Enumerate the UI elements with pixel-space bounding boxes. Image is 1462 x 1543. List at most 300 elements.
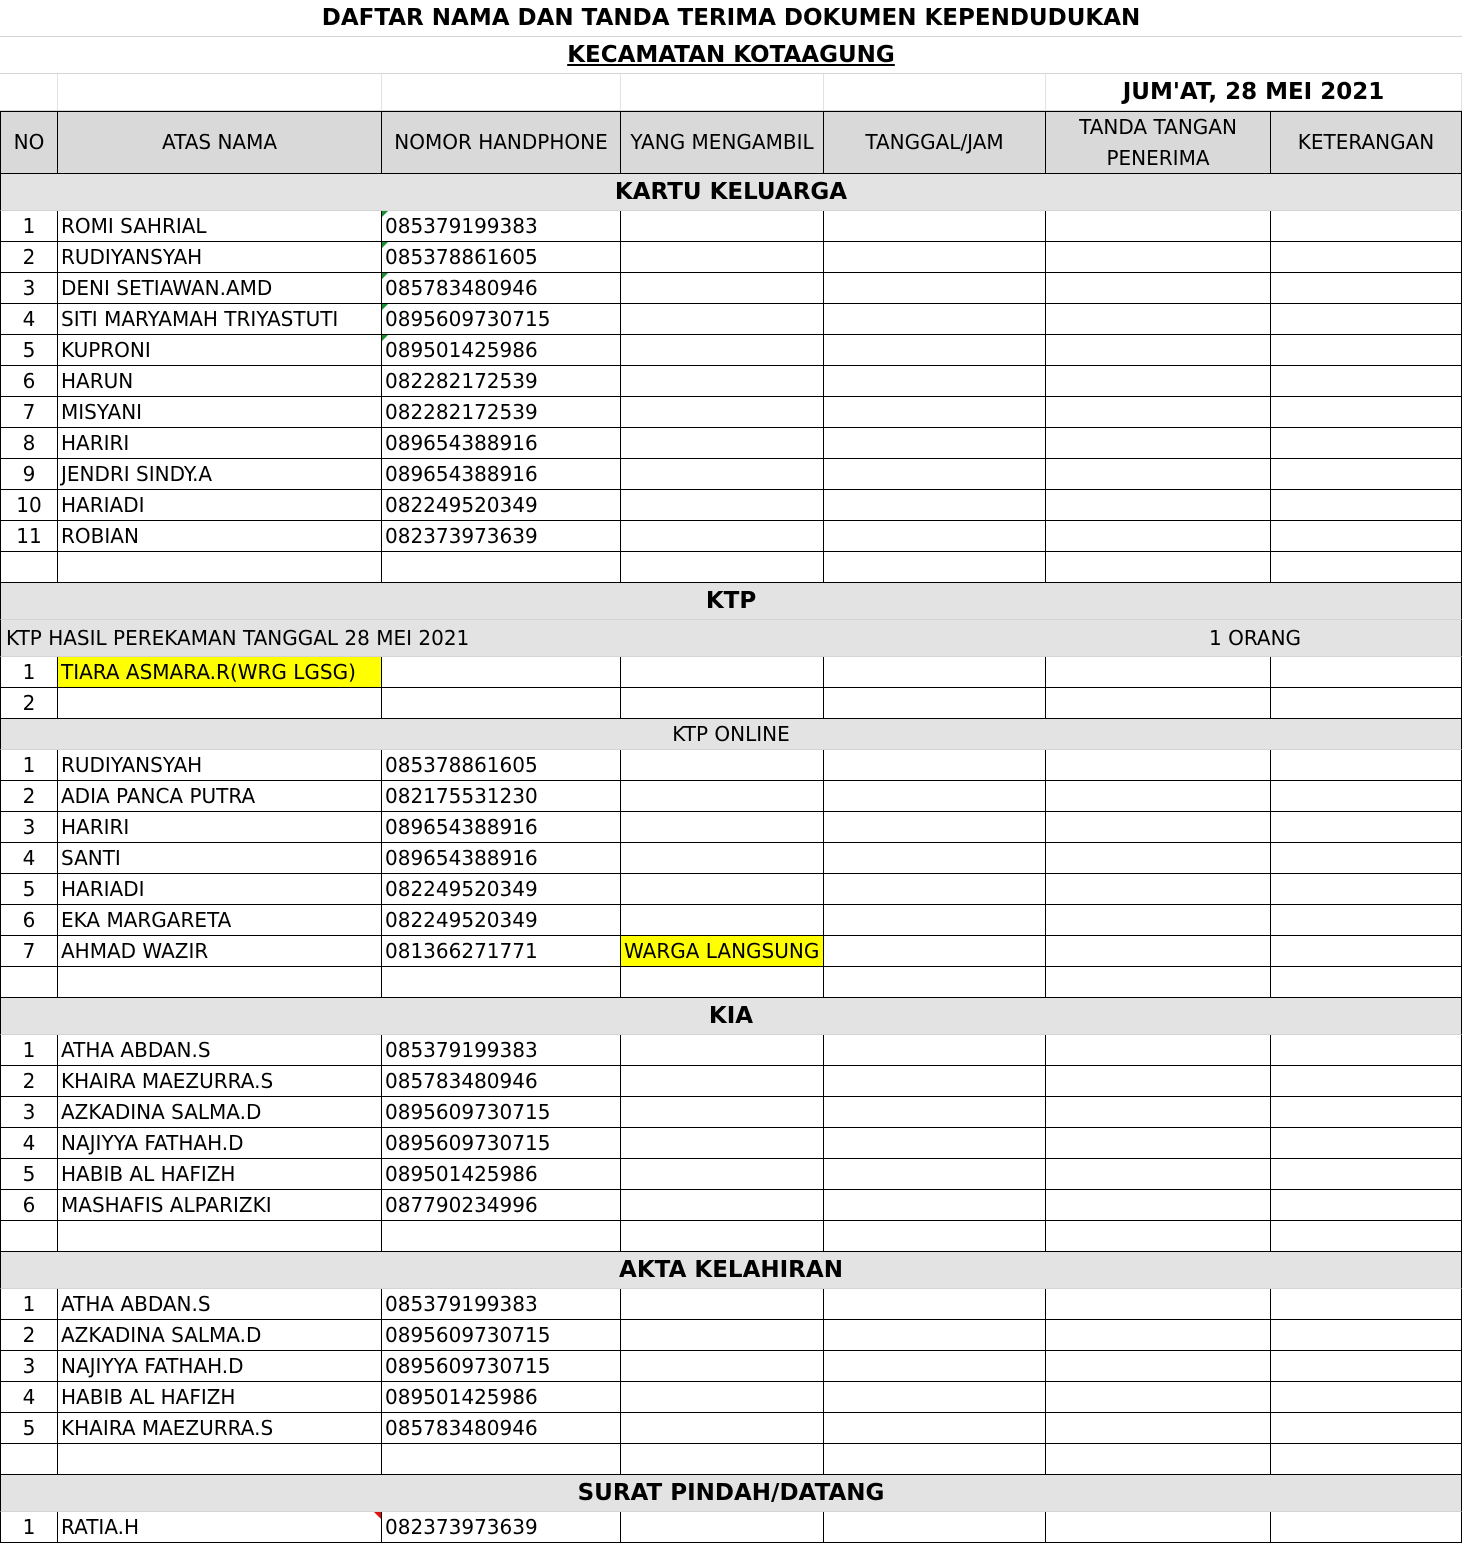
cell-no[interactable]: 9 [0, 459, 58, 489]
cell-no[interactable]: 7 [0, 936, 58, 966]
cell-tanda-tangan[interactable] [1046, 1351, 1271, 1381]
cell-yang-mengambil[interactable] [621, 657, 824, 687]
section-header-kia[interactable] [0, 998, 1462, 1035]
cell-no[interactable]: 10 [0, 490, 58, 520]
cell-tanda-tangan[interactable] [1046, 1066, 1271, 1096]
cell-tanda-tangan[interactable] [1046, 905, 1271, 935]
cell-tanda-tangan[interactable] [1046, 1159, 1271, 1189]
cell-tanggal-jam[interactable] [824, 1444, 1046, 1474]
cell-no[interactable]: 1 [0, 1289, 58, 1319]
cell-no[interactable]: 1 [0, 211, 58, 241]
cell-tanggal-jam[interactable] [824, 211, 1046, 241]
cell-atas-nama[interactable]: HARIRI [58, 812, 382, 842]
cell-atas-nama[interactable]: NAJIYYA FATHAH.D [58, 1351, 382, 1381]
cell-tanggal-jam[interactable] [824, 1190, 1046, 1220]
cell-keterangan[interactable] [1271, 521, 1462, 551]
cell-no[interactable]: 2 [0, 1320, 58, 1350]
cell-tanggal-jam[interactable] [824, 1512, 1046, 1542]
cell-no[interactable]: 1 [0, 657, 58, 687]
header-keterangan[interactable]: KETERANGAN [1271, 112, 1462, 173]
cell-keterangan[interactable] [1271, 1413, 1462, 1443]
cell-yang-mengambil[interactable] [621, 1159, 824, 1189]
date-cell[interactable]: JUM'AT, 28 MEI 2021 [1046, 74, 1462, 110]
cell-yang-mengambil[interactable] [621, 428, 824, 458]
cell-atas-nama[interactable]: ROBIAN [58, 521, 382, 551]
cell-no[interactable]: 5 [0, 874, 58, 904]
cell-atas-nama[interactable]: AHMAD WAZIR [58, 936, 382, 966]
cell-no[interactable]: 1 [0, 1035, 58, 1065]
cell-yang-mengambil[interactable] [621, 552, 824, 582]
cell-tanda-tangan[interactable] [1046, 428, 1271, 458]
cell-tanda-tangan[interactable] [1046, 1320, 1271, 1350]
cell-tanggal-jam[interactable] [824, 874, 1046, 904]
cell-tanggal-jam[interactable] [824, 304, 1046, 334]
table-row [0, 812, 1462, 843]
table-row [0, 688, 1462, 719]
table-row [0, 335, 1462, 366]
cell-tanggal-jam[interactable] [824, 1066, 1046, 1096]
cell-atas-nama[interactable]: RUDIYANSYAH [58, 750, 382, 780]
cell-atas-nama[interactable]: DENI SETIAWAN.AMD [58, 273, 382, 303]
cell-yang-mengambil[interactable] [621, 874, 824, 904]
cell-no[interactable]: 1 [0, 1512, 58, 1542]
cell-no[interactable]: 6 [0, 366, 58, 396]
table-row [0, 1066, 1462, 1097]
cell-tanggal-jam[interactable] [824, 1413, 1046, 1443]
cell-nomor-handphone[interactable] [382, 688, 621, 718]
section-header-ktp[interactable] [0, 583, 1462, 620]
cell-no[interactable]: 5 [0, 335, 58, 365]
cell-no[interactable] [0, 1444, 58, 1474]
cell-tanda-tangan[interactable] [1046, 304, 1271, 334]
cell-tanda-tangan[interactable] [1046, 1221, 1271, 1251]
cell-tanggal-jam[interactable] [824, 1351, 1046, 1381]
cell-yang-mengambil[interactable] [621, 1289, 824, 1319]
cell-tanggal-jam[interactable] [824, 459, 1046, 489]
cell-keterangan[interactable] [1271, 1128, 1462, 1158]
cell-atas-nama[interactable]: MASHAFIS ALPARIZKI [58, 1190, 382, 1220]
cell-keterangan[interactable] [1271, 874, 1462, 904]
table-row [0, 843, 1462, 874]
cell-yang-mengambil[interactable] [621, 1382, 824, 1412]
date-row [0, 74, 1462, 111]
cell-no[interactable] [0, 552, 58, 582]
cell-atas-nama[interactable]: KHAIRA MAEZURRA.S [58, 1066, 382, 1096]
cell-atas-nama[interactable]: HARIADI [58, 874, 382, 904]
cell-keterangan[interactable] [1271, 1382, 1462, 1412]
cell-tanda-tangan[interactable] [1046, 459, 1271, 489]
section-header-surat[interactable] [0, 1475, 1462, 1512]
cell-yang-mengambil[interactable] [621, 1190, 824, 1220]
cell-nomor-handphone[interactable]: 085783480946 [382, 1413, 621, 1443]
cell-nomor-handphone[interactable]: 082249520349 [382, 905, 621, 935]
cell-nomor-handphone[interactable]: 085783480946 [382, 273, 621, 303]
table-row [0, 781, 1462, 812]
cell-yang-mengambil[interactable] [621, 521, 824, 551]
cell-keterangan[interactable] [1271, 552, 1462, 582]
table-row [0, 750, 1462, 781]
cell-yang-mengambil[interactable] [621, 1221, 824, 1251]
cell-keterangan[interactable] [1271, 936, 1462, 966]
cell-tanggal-jam[interactable] [824, 1128, 1046, 1158]
cell-tanggal-jam[interactable] [824, 750, 1046, 780]
cell-nomor-handphone[interactable]: 082373973639 [382, 1512, 621, 1542]
cell-nomor-handphone[interactable] [382, 1221, 621, 1251]
cell-no[interactable]: 6 [0, 1190, 58, 1220]
cell-nomor-handphone[interactable]: 0895609730715 [382, 1320, 621, 1350]
cell-tanggal-jam[interactable] [824, 428, 1046, 458]
cell-atas-nama[interactable]: ROMI SAHRIAL [58, 211, 382, 241]
cell-nomor-handphone[interactable]: 085379199383 [382, 1035, 621, 1065]
cell-keterangan[interactable] [1271, 1351, 1462, 1381]
cell-atas-nama[interactable]: HARIADI [58, 490, 382, 520]
cell-yang-mengambil[interactable] [621, 812, 824, 842]
cell-nomor-handphone[interactable]: 087790234996 [382, 1190, 621, 1220]
cell-nomor-handphone[interactable]: 0895609730715 [382, 1351, 621, 1381]
cell-atas-nama[interactable] [58, 552, 382, 582]
cell-atas-nama[interactable]: KUPRONI [58, 335, 382, 365]
cell-keterangan[interactable] [1271, 1035, 1462, 1065]
header-no[interactable]: NO [0, 112, 58, 173]
header-tanda-tangan[interactable]: TANDA TANGAN PENERIMA [1046, 112, 1271, 173]
header-yang-mengambil[interactable]: YANG MENGAMBIL [621, 112, 824, 173]
cell-atas-nama[interactable] [58, 967, 382, 997]
cell-nomor-handphone[interactable]: 089501425986 [382, 1159, 621, 1189]
cell-keterangan[interactable] [1271, 428, 1462, 458]
cell-yang-mengambil[interactable] [621, 1066, 824, 1096]
cell-yang-mengambil[interactable] [621, 1320, 824, 1350]
cell-atas-nama[interactable] [58, 1221, 382, 1251]
table-row [0, 490, 1462, 521]
cell-nomor-handphone[interactable]: 082282172539 [382, 366, 621, 396]
table-row [0, 521, 1462, 552]
cell-tanggal-jam[interactable] [824, 366, 1046, 396]
cell[interactable] [0, 74, 58, 110]
cell-tanda-tangan[interactable] [1046, 967, 1271, 997]
cell-keterangan[interactable] [1271, 1320, 1462, 1350]
cell-nomor-handphone[interactable]: 081366271771 [382, 936, 621, 966]
section-header-kk[interactable] [0, 174, 1462, 211]
cell-keterangan[interactable] [1271, 688, 1462, 718]
cell-yang-mengambil[interactable] [621, 273, 824, 303]
cell-no[interactable] [0, 1221, 58, 1251]
cell-no[interactable]: 5 [0, 1159, 58, 1189]
table-row [0, 905, 1462, 936]
cell-keterangan[interactable] [1271, 812, 1462, 842]
cell-keterangan[interactable] [1271, 781, 1462, 811]
cell-no[interactable]: 4 [0, 1128, 58, 1158]
table-row [0, 1512, 1462, 1543]
cell-tanggal-jam[interactable] [824, 1097, 1046, 1127]
cell-keterangan[interactable] [1271, 1444, 1462, 1474]
cell-atas-nama[interactable]: HARIRI [58, 428, 382, 458]
cell-tanda-tangan[interactable] [1046, 1128, 1271, 1158]
cell-tanggal-jam[interactable] [824, 1320, 1046, 1350]
cell-no[interactable]: 11 [0, 521, 58, 551]
cell-tanggal-jam[interactable] [824, 490, 1046, 520]
cell-atas-nama[interactable]: ATHA ABDAN.S [58, 1035, 382, 1065]
cell-tanda-tangan[interactable] [1046, 657, 1271, 687]
table-row [0, 1289, 1462, 1320]
cell-tanda-tangan[interactable] [1046, 397, 1271, 427]
cell-no[interactable]: 3 [0, 812, 58, 842]
cell-nomor-handphone[interactable]: 089654388916 [382, 459, 621, 489]
header-nomor-handphone[interactable]: NOMOR HANDPHONE [382, 112, 621, 173]
cell-atas-nama[interactable]: HARUN [58, 366, 382, 396]
table-row [0, 967, 1462, 998]
cell-tanggal-jam[interactable] [824, 812, 1046, 842]
cell-tanda-tangan[interactable] [1046, 521, 1271, 551]
cell-yang-mengambil[interactable] [621, 1512, 824, 1542]
cell-atas-nama[interactable]: AZKADINA SALMA.D [58, 1320, 382, 1350]
cell-tanggal-jam[interactable] [824, 273, 1046, 303]
cell-atas-nama[interactable]: AZKADINA SALMA.D [58, 1097, 382, 1127]
cell-nomor-handphone[interactable]: 082282172539 [382, 397, 621, 427]
cell-keterangan[interactable] [1271, 211, 1462, 241]
section-header-ktp-online[interactable] [0, 719, 1462, 750]
cell-keterangan[interactable] [1271, 459, 1462, 489]
cell-keterangan[interactable] [1271, 304, 1462, 334]
cell-nomor-handphone[interactable]: 0895609730715 [382, 1128, 621, 1158]
cell-tanda-tangan[interactable] [1046, 936, 1271, 966]
cell-no[interactable]: 1 [0, 750, 58, 780]
cell-keterangan[interactable] [1271, 657, 1462, 687]
cell-atas-nama[interactable]: ADIA PANCA PUTRA [58, 781, 382, 811]
cell-keterangan[interactable] [1271, 366, 1462, 396]
cell-tanggal-jam[interactable] [824, 843, 1046, 873]
ktp-note-row[interactable] [0, 620, 1462, 657]
cell-keterangan[interactable] [1271, 273, 1462, 303]
cell-tanda-tangan[interactable] [1046, 490, 1271, 520]
cell-no[interactable]: 6 [0, 905, 58, 935]
cell-tanda-tangan[interactable] [1046, 211, 1271, 241]
table-row [0, 1444, 1462, 1475]
cell-keterangan[interactable] [1271, 905, 1462, 935]
cell-keterangan[interactable] [1271, 242, 1462, 272]
header-atas-nama[interactable]: ATAS NAMA [58, 112, 382, 173]
cell-keterangan[interactable] [1271, 1097, 1462, 1127]
cell-atas-nama[interactable]: HABIB AL HAFIZH [58, 1159, 382, 1189]
cell-tanda-tangan[interactable] [1046, 366, 1271, 396]
cell-atas-nama[interactable]: RUDIYANSYAH [58, 242, 382, 272]
cell-atas-nama[interactable]: JENDRI SINDY.A [58, 459, 382, 489]
cell-yang-mengambil[interactable] [621, 397, 824, 427]
cell-tanda-tangan[interactable] [1046, 874, 1271, 904]
cell-nomor-handphone[interactable] [382, 552, 621, 582]
cell-tanggal-jam[interactable] [824, 552, 1046, 582]
cell-tanda-tangan[interactable] [1046, 335, 1271, 365]
cell[interactable] [382, 74, 621, 110]
cell-atas-nama[interactable]: EKA MARGARETA [58, 905, 382, 935]
cell-keterangan[interactable] [1271, 750, 1462, 780]
document-title: DAFTAR NAMA DAN TANDA TERIMA DOKUMEN KEPENDUDUKAN [321, 5, 1141, 31]
section-title: KTP [705, 588, 757, 614]
cell-yang-mengambil[interactable] [621, 1413, 824, 1443]
cell-nomor-handphone[interactable]: 085379199383 [382, 211, 621, 241]
cell-atas-nama[interactable]: KHAIRA MAEZURRA.S [58, 1413, 382, 1443]
cell-no[interactable]: 2 [0, 781, 58, 811]
table-row [0, 242, 1462, 273]
table-row [0, 1035, 1462, 1066]
cell-nomor-handphone[interactable]: 082249520349 [382, 874, 621, 904]
cell-nomor-handphone[interactable]: 082373973639 [382, 521, 621, 551]
cell-yang-mengambil[interactable] [621, 242, 824, 272]
cell-tanggal-jam[interactable] [824, 967, 1046, 997]
cell-nomor-handphone[interactable] [382, 657, 621, 687]
cell-nomor-handphone[interactable]: 085378861605 [382, 242, 621, 272]
cell-keterangan[interactable] [1271, 335, 1462, 365]
cell-yang-mengambil[interactable] [621, 335, 824, 365]
cell-no[interactable]: 3 [0, 273, 58, 303]
cell-no[interactable]: 7 [0, 397, 58, 427]
table-row [0, 304, 1462, 335]
cell-tanda-tangan[interactable] [1046, 1190, 1271, 1220]
cell-nomor-handphone[interactable]: 082175531230 [382, 781, 621, 811]
cell-yang-mengambil[interactable] [621, 1351, 824, 1381]
cell-tanggal-jam[interactable] [824, 936, 1046, 966]
cell-yang-mengambil[interactable] [621, 967, 824, 997]
cell-nomor-handphone[interactable]: 085379199383 [382, 1289, 621, 1319]
cell-tanda-tangan[interactable] [1046, 1444, 1271, 1474]
cell-yang-mengambil[interactable] [621, 459, 824, 489]
cell-nomor-handphone[interactable]: 085378861605 [382, 750, 621, 780]
cell-nomor-handphone[interactable]: 089501425986 [382, 1382, 621, 1412]
cell-no[interactable]: 2 [0, 1066, 58, 1096]
cell-yang-mengambil[interactable] [621, 304, 824, 334]
cell-no[interactable]: 5 [0, 1413, 58, 1443]
cell-yang-mengambil[interactable] [621, 1444, 824, 1474]
table-row [0, 1097, 1462, 1128]
cell-yang-mengambil[interactable] [621, 905, 824, 935]
cell-nomor-handphone[interactable]: 089501425986 [382, 335, 621, 365]
header-tanggal-jam[interactable]: TANGGAL/JAM [824, 112, 1046, 173]
cell-tanda-tangan[interactable] [1046, 781, 1271, 811]
cell-nomor-handphone[interactable]: 089654388916 [382, 812, 621, 842]
cell-atas-nama[interactable]: NAJIYYA FATHAH.D [58, 1128, 382, 1158]
table-row [0, 459, 1462, 490]
cell-keterangan[interactable] [1271, 490, 1462, 520]
cell-keterangan[interactable] [1271, 967, 1462, 997]
cell-tanggal-jam[interactable] [824, 905, 1046, 935]
cell-keterangan[interactable] [1271, 1221, 1462, 1251]
title-row [0, 0, 1462, 37]
cell-tanggal-jam[interactable] [824, 1035, 1046, 1065]
cell-yang-mengambil[interactable] [621, 1035, 824, 1065]
cell-yang-mengambil[interactable] [621, 843, 824, 873]
cell-yang-mengambil[interactable] [621, 1097, 824, 1127]
table-row [0, 211, 1462, 242]
cell-nomor-handphone[interactable]: 082249520349 [382, 490, 621, 520]
cell-yang-mengambil[interactable] [621, 211, 824, 241]
cell-nomor-handphone[interactable] [382, 1444, 621, 1474]
cell-no[interactable]: 3 [0, 1351, 58, 1381]
cell-no[interactable]: 4 [0, 304, 58, 334]
cell-yang-mengambil[interactable] [621, 781, 824, 811]
cell-tanggal-jam[interactable] [824, 1382, 1046, 1412]
cell-tanda-tangan[interactable] [1046, 273, 1271, 303]
cell-tanda-tangan[interactable] [1046, 1035, 1271, 1065]
cell-tanda-tangan[interactable] [1046, 843, 1271, 873]
ktp-count: 1 ORANG [1209, 626, 1302, 650]
cell-tanda-tangan[interactable] [1046, 1289, 1271, 1319]
cell-nomor-handphone[interactable]: 0895609730715 [382, 304, 621, 334]
cell-no[interactable]: 3 [0, 1097, 58, 1127]
cell-tanggal-jam[interactable] [824, 397, 1046, 427]
cell-yang-mengambil[interactable] [621, 1128, 824, 1158]
cell-yang-mengambil[interactable] [621, 366, 824, 396]
cell-atas-nama[interactable]: MISYANI [58, 397, 382, 427]
cell-nomor-handphone[interactable]: 089654388916 [382, 843, 621, 873]
cell-keterangan[interactable] [1271, 843, 1462, 873]
cell-nomor-handphone[interactable]: 085783480946 [382, 1066, 621, 1096]
cell-atas-nama[interactable]: ATHA ABDAN.S [58, 1289, 382, 1319]
cell-tanda-tangan[interactable] [1046, 688, 1271, 718]
cell-atas-nama[interactable] [58, 1444, 382, 1474]
cell[interactable] [58, 74, 382, 110]
cell-tanggal-jam[interactable] [824, 657, 1046, 687]
cell-no[interactable] [0, 967, 58, 997]
cell-yang-mengambil[interactable] [621, 688, 824, 718]
cell-tanggal-jam[interactable] [824, 781, 1046, 811]
cell-tanggal-jam[interactable] [824, 521, 1046, 551]
cell-yang-mengambil[interactable]: WARGA LANGSUNG [621, 936, 824, 966]
cell-yang-mengambil[interactable] [621, 750, 824, 780]
cell-nomor-handphone[interactable]: 0895609730715 [382, 1097, 621, 1127]
cell-tanda-tangan[interactable] [1046, 1097, 1271, 1127]
cell-no[interactable]: 4 [0, 1382, 58, 1412]
cell-tanda-tangan[interactable] [1046, 1382, 1271, 1412]
cell-keterangan[interactable] [1271, 397, 1462, 427]
cell-keterangan[interactable] [1271, 1512, 1462, 1542]
cell-tanggal-jam[interactable] [824, 1289, 1046, 1319]
cell-tanda-tangan[interactable] [1046, 242, 1271, 272]
cell-atas-nama[interactable]: SITI MARYAMAH TRIYASTUTI [58, 304, 382, 334]
cell[interactable] [621, 74, 824, 110]
cell-keterangan[interactable] [1271, 1066, 1462, 1096]
cell-tanggal-jam[interactable] [824, 688, 1046, 718]
cell-tanda-tangan[interactable] [1046, 812, 1271, 842]
cell-atas-nama[interactable] [58, 688, 382, 718]
cell-keterangan[interactable] [1271, 1190, 1462, 1220]
cell[interactable] [824, 74, 1046, 110]
cell-tanggal-jam[interactable] [824, 1221, 1046, 1251]
table-row [0, 1413, 1462, 1444]
cell-no[interactable]: 8 [0, 428, 58, 458]
cell-no[interactable]: 2 [0, 242, 58, 272]
cell-tanggal-jam[interactable] [824, 1159, 1046, 1189]
cell-tanggal-jam[interactable] [824, 242, 1046, 272]
cell-tanggal-jam[interactable] [824, 335, 1046, 365]
cell-yang-mengambil[interactable] [621, 490, 824, 520]
cell-no[interactable]: 2 [0, 688, 58, 718]
cell-atas-nama[interactable]: SANTI [58, 843, 382, 873]
cell-no[interactable]: 4 [0, 843, 58, 873]
cell-keterangan[interactable] [1271, 1159, 1462, 1189]
cell-nomor-handphone[interactable]: 089654388916 [382, 428, 621, 458]
cell-keterangan[interactable] [1271, 1289, 1462, 1319]
subtitle-row [0, 37, 1462, 74]
cell-tanda-tangan[interactable] [1046, 552, 1271, 582]
cell-atas-nama[interactable]: RATIA.H [58, 1512, 382, 1542]
cell-atas-nama[interactable]: TIARA ASMARA.R(WRG LGSG) [58, 657, 382, 687]
section-header-akta[interactable] [0, 1252, 1462, 1289]
cell-tanda-tangan[interactable] [1046, 750, 1271, 780]
table-row [0, 552, 1462, 583]
cell-nomor-handphone[interactable] [382, 967, 621, 997]
cell-tanda-tangan[interactable] [1046, 1413, 1271, 1443]
cell-atas-nama[interactable]: HABIB AL HAFIZH [58, 1382, 382, 1412]
cell-tanda-tangan[interactable] [1046, 1512, 1271, 1542]
